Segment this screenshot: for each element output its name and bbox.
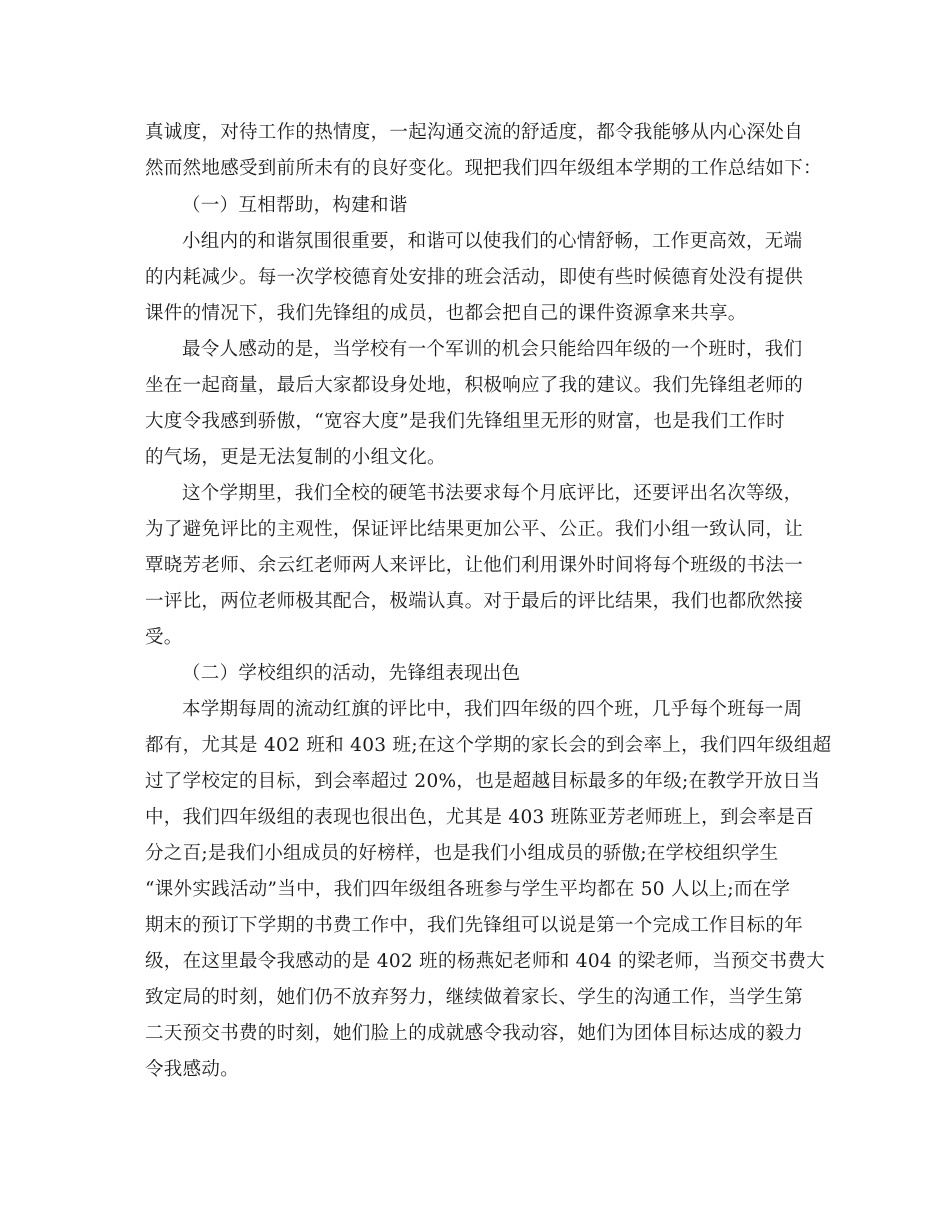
paragraph-line: 过了学校定的目标，到会率超过 20%，也是超越目标最多的年级;在教学开放日当 xyxy=(145,771,821,792)
paragraph-line: 都有，尤其是 402 班和 403 班;在这个学期的家长会的到会率上，我们四年级组超 xyxy=(145,735,832,756)
paragraph-line: 这个学期里，我们全校的硬笔书法要求每个月底评比，还要评出名次等级， xyxy=(182,483,803,504)
paragraph-line: 二天预交书费的时刻，她们脸上的成就感令我动容，她们为团体目标达成的毅力 xyxy=(145,1023,804,1044)
paragraph-line: 的气场，更是无法复制的小组文化。 xyxy=(145,447,446,468)
paragraph-line: 期末的预订下学期的书费工作中，我们先锋组可以说是第一个完成工作目标的年 xyxy=(145,915,804,936)
paragraph-line: 真诚度，对待工作的热情度，一起沟通交流的舒适度，都令我能够从内心深处自 xyxy=(145,122,804,143)
section-heading: （二）学校组织的活动，先锋组表现出色 xyxy=(182,663,521,684)
paragraph-line: 致定局的时刻，她们仍不放弃努力，继续做着家长、学生的沟通工作，当学生第 xyxy=(145,987,804,1008)
paragraph-line: 级，在这里最令我感动的是 402 班的杨燕妃老师和 404 的梁老师，当预交书费大 xyxy=(145,951,825,972)
paragraph-line: 课件的情况下，我们先锋组的成员，也都会把自己的课件资源拿来共享。 xyxy=(145,303,747,324)
paragraph-line: 本学期每周的流动红旗的评比中，我们四年级的四个班，几乎每个班每一周 xyxy=(182,699,803,720)
paragraph-line: 分之百;是我们小组成员的好榜样，也是我们小组成员的骄傲;在学校组织学生 xyxy=(145,843,779,864)
paragraph-line: 为了避免评比的主观性，保证评比结果更加公平、公正。我们小组一致认同，让 xyxy=(145,519,804,540)
paragraph-line: 一评比，两位老师极其配合，极端认真。对于最后的评比结果，我们也都欣然接 xyxy=(145,591,804,612)
paragraph-line: 大度令我感到骄傲，“宽容大度”是我们先锋组里无形的财富，也是我们工作时 xyxy=(145,411,785,432)
paragraph-line: 令我感动。 xyxy=(145,1059,240,1080)
section-heading: （一）互相帮助，构建和谐 xyxy=(182,195,408,216)
paragraph-line: 受。 xyxy=(145,627,183,648)
paragraph-line: 覃晓芳老师、余云红老师两人来评比，让他们利用课外时间将每个班级的书法一 xyxy=(145,555,804,576)
paragraph-line: 的内耗减少。每一次学校德育处安排的班会活动，即使有些时候德育处没有提供 xyxy=(145,267,804,288)
paragraph-line: 小组内的和谐氛围很重要，和谐可以使我们的心情舒畅，工作更高效，无端 xyxy=(182,231,803,252)
paragraph-line: 然而然地感受到前所未有的良好变化。现把我们四年级组本学期的工作总结如下： xyxy=(145,158,822,179)
paragraph-line: “课外实践活动”当中，我们四年级组各班参与学生平均都在 50 人以上;而在学 xyxy=(145,879,791,900)
paragraph-line: 中，我们四年级组的表现也很出色，尤其是 403 班陈亚芳老师班上，到会率是百 xyxy=(145,807,814,828)
paragraph-line: 坐在一起商量，最后大家都设身处地，积极响应了我的建议。我们先锋组老师的 xyxy=(145,375,804,396)
paragraph-line: 最令人感动的是，当学校有一个军训的机会只能给四年级的一个班时，我们 xyxy=(182,339,803,360)
